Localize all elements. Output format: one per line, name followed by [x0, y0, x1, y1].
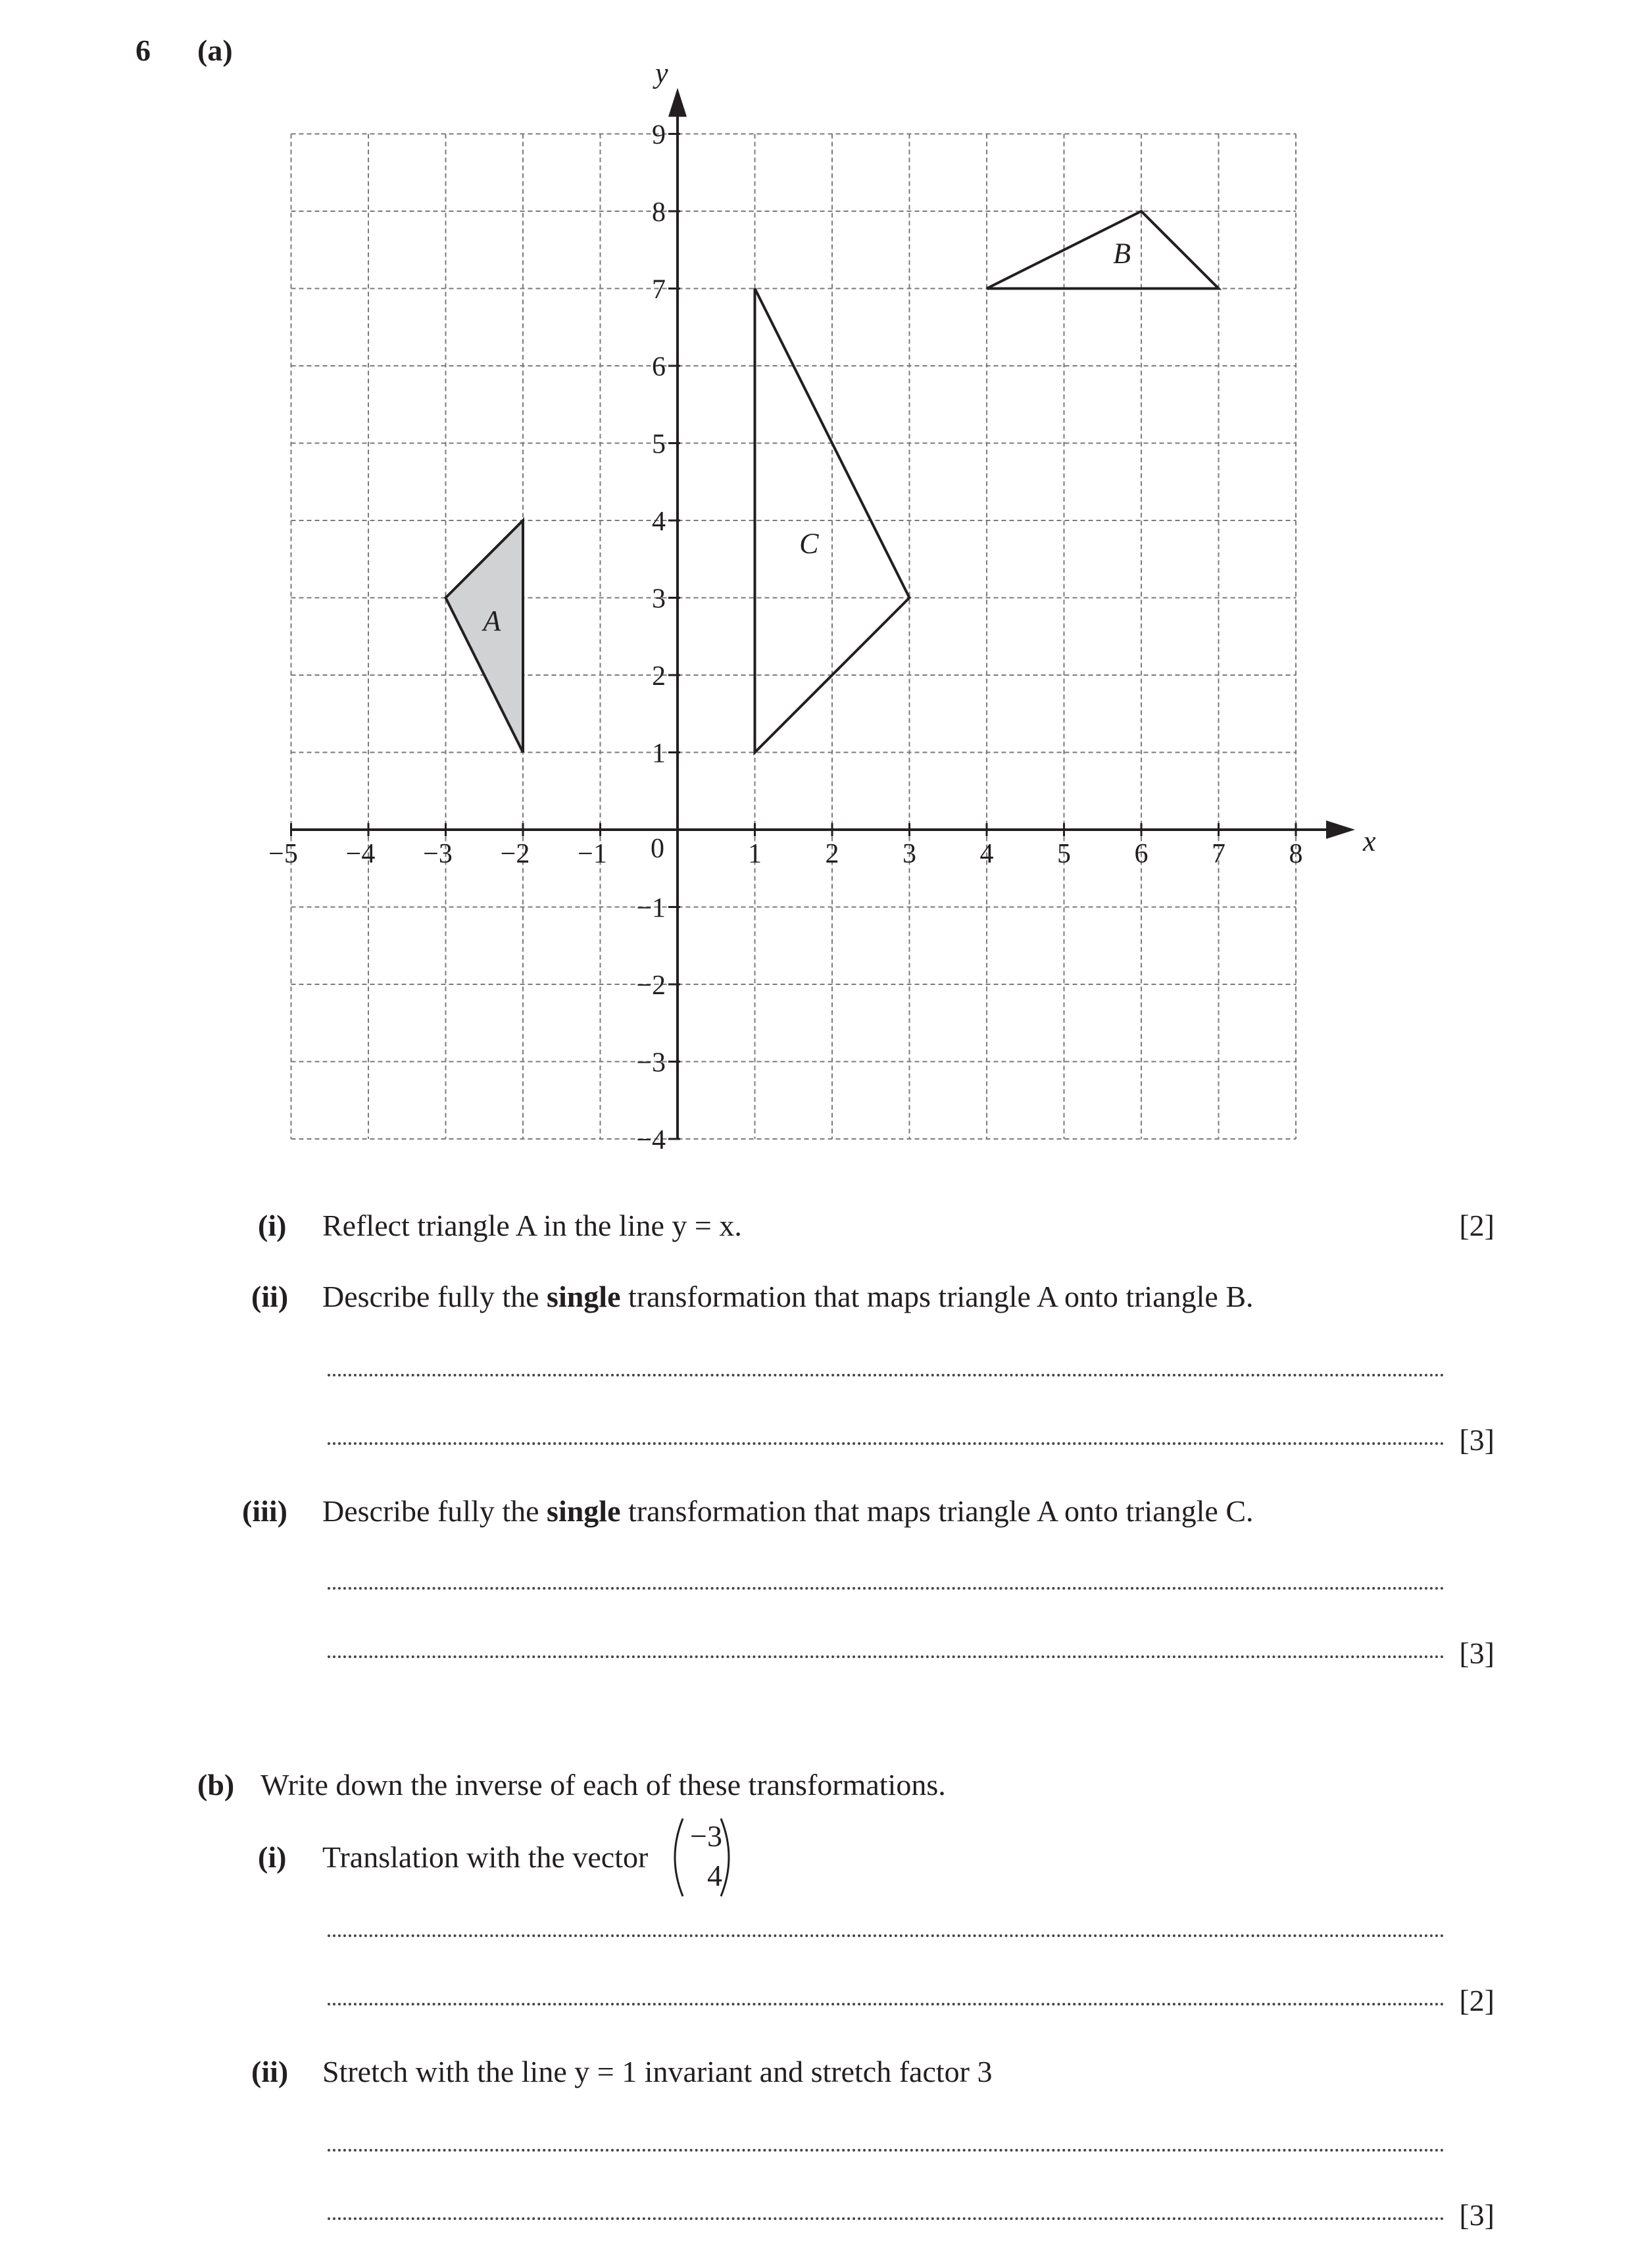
y-axis-arrow	[668, 88, 687, 117]
part-b-i-label: (i)	[258, 1840, 287, 1874]
x-tick-label: 8	[1289, 839, 1303, 869]
part-b-i-text: Translation with the vector	[322, 1840, 649, 1874]
part-a-i-label: (i)	[258, 1209, 287, 1242]
vector-top: −3	[690, 1819, 722, 1853]
part-a-iii-marks: [3]	[1459, 1636, 1495, 1670]
answer-line-a-ii-1[interactable]	[328, 1374, 1445, 1376]
part-b-i-marks: [2]	[1459, 1984, 1495, 2017]
y-tick-label: −1	[636, 893, 666, 924]
triangle-c-label: C	[799, 527, 819, 560]
y-tick-label: 9	[652, 120, 666, 151]
x-tick-label: 3	[903, 839, 916, 869]
part-a-label: (a)	[197, 34, 233, 67]
vector-bottom: 4	[707, 1859, 722, 1892]
x-tick-label: 2	[825, 839, 839, 869]
part-a-ii-label: (ii)	[251, 1280, 289, 1313]
x-tick-label: −4	[345, 839, 376, 869]
part-b-ii-label: (ii)	[251, 2055, 289, 2088]
answer-line-a-ii-2[interactable]	[328, 1442, 1445, 1445]
y-tick-label: 8	[652, 197, 666, 228]
y-tick-label: 7	[652, 274, 666, 305]
answer-line-b-i-1[interactable]	[328, 1934, 1445, 1937]
part-a-ii-marks: [3]	[1459, 1423, 1495, 1457]
x-tick-label: 4	[979, 839, 994, 869]
x-tick-label: −5	[268, 839, 298, 869]
y-axis-label: y	[655, 57, 668, 89]
x-tick-label: −1	[578, 839, 607, 869]
question-number: 6	[136, 34, 151, 67]
column-vector	[666, 1815, 738, 1900]
x-tick-label: 5	[1057, 839, 1071, 869]
y-tick-label: 3	[652, 584, 666, 615]
x-tick-label: −3	[423, 839, 453, 869]
part-a-iii-label: (iii)	[242, 1494, 287, 1528]
part-b-ii-text: Stretch with the line y = 1 invariant and stretch factor 3	[322, 2055, 993, 2088]
answer-line-b-ii-2[interactable]	[328, 2217, 1445, 2220]
origin-label: 0	[651, 834, 664, 864]
part-a-iii-text: Describe fully the single transformation that maps triangle A onto triangle C.	[322, 1494, 1254, 1528]
part-b-intro: Write down the inverse of each of these transformations.	[260, 1768, 946, 1802]
triangle-b-label: B	[1113, 237, 1131, 270]
x-tick-label: −2	[500, 839, 530, 869]
part-a-i-text: Reflect triangle A in the line y = x.	[322, 1209, 742, 1242]
x-axis-label: x	[1363, 825, 1376, 857]
y-tick-label: 2	[652, 661, 666, 692]
y-tick-label: −4	[636, 1125, 666, 1155]
y-tick-label: −2	[636, 970, 666, 1001]
part-b-ii-marks: [3]	[1459, 2198, 1495, 2232]
triangle-b	[987, 211, 1219, 289]
y-tick-label: 6	[652, 352, 666, 382]
y-tick-label: 5	[652, 429, 666, 460]
y-tick-label: 1	[652, 738, 666, 769]
answer-line-a-iii-1[interactable]	[328, 1587, 1445, 1590]
answer-line-a-iii-2[interactable]	[328, 1655, 1445, 1658]
answer-line-b-ii-1[interactable]	[328, 2149, 1445, 2152]
part-b-label: (b)	[197, 1768, 235, 1802]
x-axis-arrow	[1326, 820, 1355, 839]
answer-line-b-i-2[interactable]	[328, 2003, 1445, 2005]
part-a-ii-text: Describe fully the single transformation that maps triangle A onto triangle B.	[322, 1280, 1254, 1313]
x-tick-label: 1	[748, 839, 762, 869]
x-tick-label: 6	[1134, 839, 1149, 869]
part-a-i-marks: [2]	[1459, 1209, 1495, 1242]
y-tick-label: −3	[636, 1047, 666, 1078]
x-tick-label: 7	[1212, 839, 1225, 869]
triangle-a-label: A	[483, 604, 501, 637]
y-tick-label: 4	[652, 507, 666, 537]
